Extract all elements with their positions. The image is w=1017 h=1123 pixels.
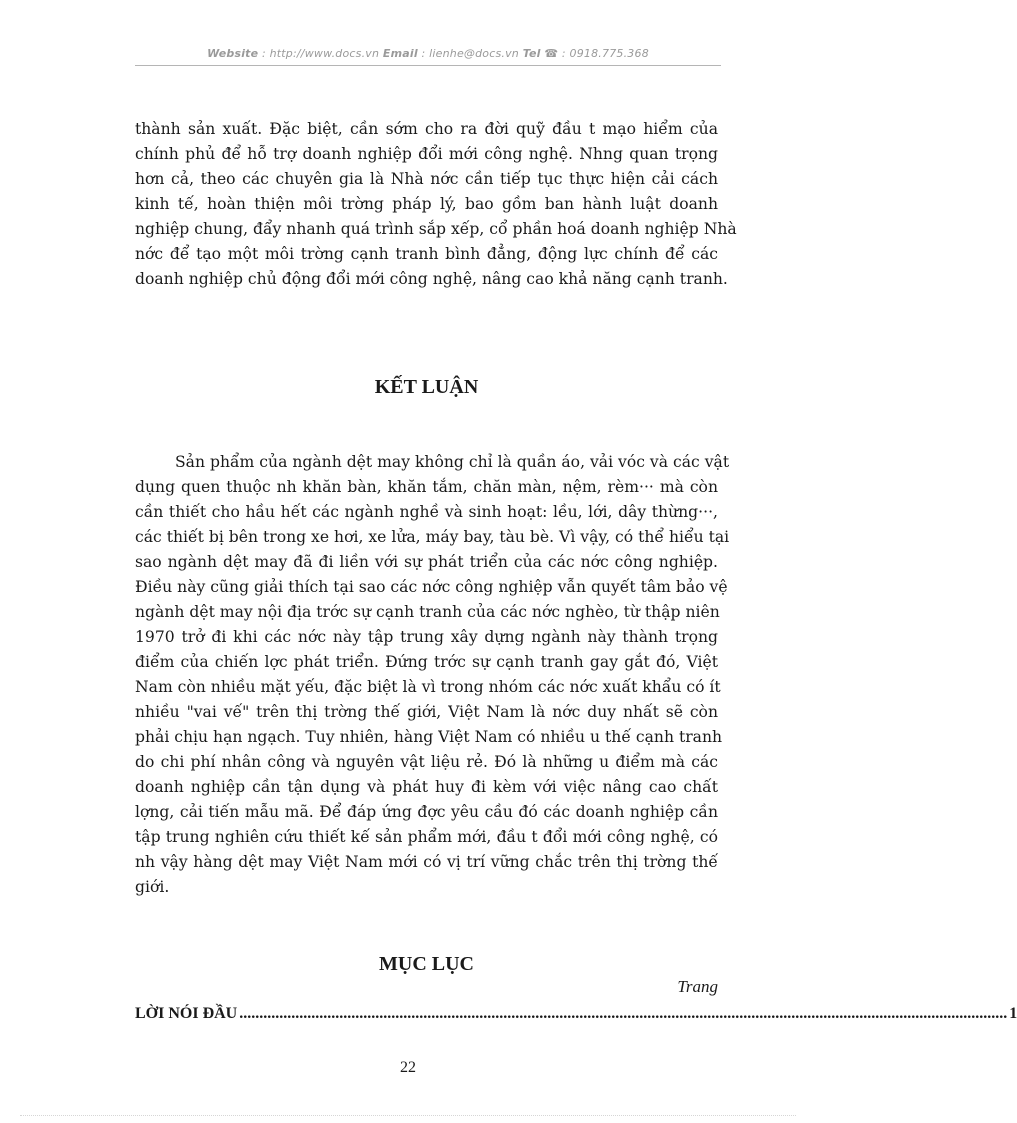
toc-heading: MỤC LỤC <box>379 953 474 975</box>
tel-label: Tel <box>522 47 541 60</box>
text-line: nhiều "vai vế" trên thị trờng thế giới, Việt Nam là nớc duy nhất sẽ còn <box>135 703 718 721</box>
text-line: ngành dệt may nội địa trớc sự cạnh tranh của các nớc nghèo, từ thập niên <box>135 603 720 621</box>
paragraph-continuation <box>135 117 737 292</box>
tel-value: ☎ : 0918.775.368 <box>544 47 649 60</box>
text-line: hơn cả, theo các chuyên gia là Nhà nớc cần tiếp tục thực hiện cải cách <box>135 170 718 188</box>
toc-page-column-label: Trang <box>677 977 718 996</box>
conclusion-heading: KẾT LUẬN <box>374 376 479 398</box>
page-number: 22 <box>400 1059 416 1076</box>
text-line: phải chịu hạn ngạch. Tuy nhiên, hàng Việt Nam có nhiều u thế cạnh tranh <box>135 728 723 746</box>
text-line: kinh tế, hoàn thiện môi trờng pháp lý, bao gồm ban hành luật doanh <box>135 195 718 213</box>
text-line: Điều này cũng giải thích tại sao các nớc công nghiệp vẫn quyết tâm bảo vệ <box>135 578 728 596</box>
toc-entry-label: LỜI NÓI ĐẦU <box>135 1005 238 1022</box>
text-line: điểm của chiến lợc phát triển. Đứng trớc sự cạnh tranh gay gắt đó, Việt <box>135 653 718 671</box>
page-bottom-divider <box>20 1115 796 1116</box>
text-line: thành sản xuất. Đặc biệt, cần sớm cho ra đời quỹ đầu t mạo hiểm của <box>135 120 718 138</box>
text-line: sao ngành dệt may đã đi liền với sự phát triển của các nớc công nghiệp. <box>135 553 718 571</box>
text-line: nớc để tạo một môi trờng cạnh tranh bình đẳng, động lực chính để các <box>135 245 718 263</box>
text-line: doanh nghiệp cần tận dụng và phát huy đi kèm với việc nâng cao chất <box>135 778 718 796</box>
email-value: : lienhe@docs.vn <box>421 47 519 60</box>
toc-entry[interactable] <box>135 1005 1017 1023</box>
text-line: Nam còn nhiều mặt yếu, đặc biệt là vì trong nhóm các nớc xuất khẩu có ít <box>135 678 721 696</box>
text-line: nghiệp chung, đẩy nhanh quá trình sắp xếp, cổ phần hoá doanh nghiệp Nhà <box>135 220 737 238</box>
text-line: tập trung nghiên cứu thiết kế sản phẩm mới, đầu t đổi mới công nghệ, có <box>135 828 718 846</box>
text-line: các thiết bị bên trong xe hơi, xe lửa, máy bay, tàu bè. Vì vậy, có thể hiểu tại <box>135 528 730 546</box>
text-line: lợng, cải tiến mẫu mã. Để đáp ứng đợc yêu cầu đó các doanh nghiệp cần <box>135 803 718 821</box>
text-line: do chi phí nhân công và nguyên vật liệu rẻ. Đó là những u điểm mà các <box>135 753 718 771</box>
text-line: chính phủ để hỗ trợ doanh nghiệp đổi mới công nghệ. Nhng quan trọng <box>135 145 718 163</box>
text-line: dụng quen thuộc nh khăn bàn, khăn tắm, chăn màn, nệm, rèm··· mà còn <box>135 478 718 496</box>
toc-leader-dots: ................................................................................................................................................................................................ <box>239 1005 1008 1022</box>
conclusion-paragraph <box>135 450 730 900</box>
toc-entry-page: 1 <box>1009 1005 1017 1022</box>
text-line: 1970 trở đi khi các nớc này tập trung xây dựng ngành này thành trọng <box>135 628 718 646</box>
text-line: doanh nghiệp chủ động đổi mới công nghệ, nâng cao khả năng cạnh tranh. <box>135 270 728 288</box>
text-line: cần thiết cho hầu hết các ngành nghề và sinh hoạt: lều, lới, dây thừng···, <box>135 503 718 521</box>
email-label: Email <box>382 47 418 60</box>
text-line: Sản phẩm của ngành dệt may không chỉ là quần áo, vải vóc và các vật <box>175 453 730 471</box>
website-label: Website <box>207 47 259 60</box>
text-line: giới. <box>135 878 170 896</box>
website-value: : http://www.docs.vn <box>262 47 380 60</box>
text-line: nh vậy hàng dệt may Việt Nam mới có vị trí vững chắc trên thị trờng thế <box>135 853 718 871</box>
page-header <box>135 47 721 66</box>
